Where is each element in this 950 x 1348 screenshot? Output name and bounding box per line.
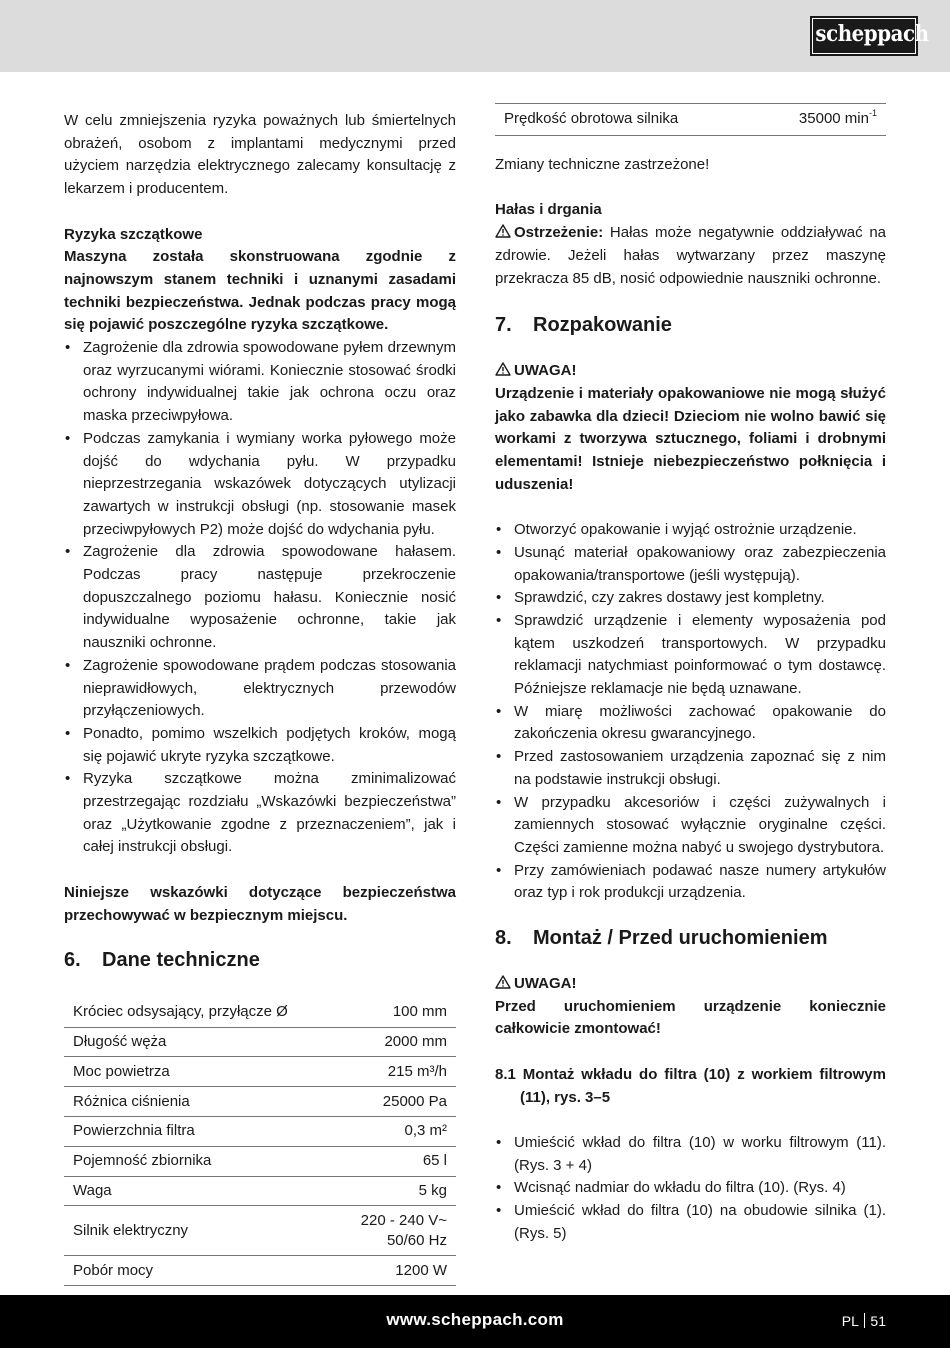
spec-label: Różnica ciśnienia: [64, 1087, 335, 1117]
table-row: [64, 1027, 456, 1057]
page-footer: [0, 1295, 950, 1348]
warning-triangle-icon: [495, 975, 511, 989]
table-row: [64, 1057, 456, 1087]
list-item: • Zagrożenie dla zdrowia spowodowane pyłem drzewnym oraz wyrzucanymi wiórami. Koniecznie stosować środki ochrony indywidualnej takie jak ochrona oczu oraz maska przeciwpyłowa.: [64, 337, 456, 428]
uwaga-label: UWAGA!: [495, 360, 886, 383]
left-column: [64, 110, 456, 1286]
list-item: • Zagrożenie spowodowane prądem podczas stosowania nieprawidłowych, elektrycznych przewodów przyłączeniowych.: [64, 655, 456, 723]
page-header: [0, 0, 950, 72]
spec-value: 2000 mm: [335, 1027, 456, 1057]
section-6-heading: 6. Dane techniczne: [64, 949, 260, 972]
spec-label: Powierzchnia filtra: [64, 1116, 335, 1146]
list-item: • Przed zastosowaniem urządzenia zapoznać się z nim na podstawie instrukcji obsługi.: [495, 746, 886, 791]
list-item: • Umieścić wkład do filtra (10) na obudowie silnika (1). (Rys. 5): [495, 1200, 886, 1245]
right-column: [495, 103, 886, 1245]
list-item: • W przypadku akcesoriów i części zużywalnych i zamiennych stosować wyłącznie oryginalne części. Części zamienne można nabyć u swojego dystrybutora.: [495, 792, 886, 860]
spec-value: 215 m³/h: [335, 1057, 456, 1087]
list-item: • Zagrożenie dla zdrowia spowodowane hałasem. Podczas pracy następuje przekroczenie dopuszczalnego poziomu hałasu. Koniecznie nosić indywidualne wyposażenie ochronne, takie jak nauszniki ochronne.: [64, 541, 456, 655]
spec-label: Silnik elektryczny: [64, 1206, 335, 1256]
page-indicator: [842, 1310, 886, 1333]
spec-value: 35000 $\min^{-1}$: [756, 104, 886, 136]
noise-warning: Ostrzeżenie: Hałas może negatywnie oddziaływać na zdrowie. Jeżeli hałas wytwarzany przez maszynę przekracza 85 dB, nosić odpowiednie nauszniki ochronne.: [495, 224, 886, 287]
spec-value: 100 mm: [335, 997, 456, 1027]
spec-value: 0,3 m²: [335, 1116, 456, 1146]
table-row: [64, 1116, 456, 1146]
section-7-heading: 7. Rozpakowanie: [495, 314, 672, 337]
residual-risks-lead: Maszyna została skonstruowana zgodnie z najnowszym stanem techniki i uznanymi zasadami techniki bezpieczeństwa. Jednak podczas pracy mogą się pojawić poszczególne ryzyka szczątkowe.: [64, 248, 456, 334]
technical-data-table: [64, 997, 456, 1286]
spec-value: 25000 Pa: [335, 1087, 456, 1117]
list-item: • Usunąć materiał opakowaniowy oraz zabezpieczenia opakowania/transportowe (jeśli występują).: [495, 542, 886, 587]
table-row: [64, 1087, 456, 1117]
table-row: [64, 1206, 456, 1256]
list-item: • Ponadto, pomimo wszelkich podjętych kroków, mogą się pojawić ukryte ryzyka szczątkowe.: [64, 723, 456, 768]
list-item: • W miarę możliwości zachować opakowanie do zakończenia okresu gwarancyjnego.: [495, 701, 886, 746]
spec-label: Długość węża: [64, 1027, 335, 1057]
logo-text: scheppach: [815, 21, 929, 47]
packaging-warning: Urządzenie i materiały opakowaniowe nie mogą służyć jako zabawka dla dzieci! Dzieciom nie wolno bawić się workami z tworzywa sztucznego, foliami i drobnymi elementami! Istnieje niebezpieczeństwo połknięcia i uduszenia!: [495, 384, 886, 493]
spec-label: Prędkość obrotowa silnika: [495, 104, 756, 136]
uwaga-label: UWAGA!: [495, 973, 886, 996]
spec-label: Króciec odsysający, przyłącze Ø: [64, 997, 335, 1027]
table-row: [64, 1256, 456, 1286]
list-item: • Sprawdzić, czy zakres dostawy jest kompletny.: [495, 587, 886, 610]
table-row: [64, 1146, 456, 1176]
spec-label: Pojemność zbiornika: [64, 1146, 335, 1176]
page-number: 51: [870, 1313, 886, 1329]
technical-changes-note: Zmiany techniczne zastrzeżone!: [495, 156, 710, 173]
spec-label: Moc powietrza: [64, 1057, 335, 1087]
section-8-heading: 8. Montaż / Przed uruchomieniem: [495, 927, 828, 950]
spec-label: Waga: [64, 1176, 335, 1206]
warning-triangle-icon: [495, 362, 511, 376]
motor-speed-table: [495, 103, 886, 136]
spec-value: 220 - 240 V~ 50/60 Hz: [335, 1206, 456, 1256]
spec-label: Pobór mocy: [64, 1256, 335, 1286]
table-row: [64, 997, 456, 1027]
table-row: [495, 104, 886, 136]
residual-risks-list: [64, 337, 456, 859]
list-item: • Ryzyka szczątkowe można zminimalizować przestrzegając rozdziału „Wskazówki bezpieczeństwa” oraz „Użytkowanie zgodne z przeznaczeniem”, jak i całej instrukcji obsługi.: [64, 768, 456, 859]
filter-mounting-list: [495, 1132, 886, 1246]
residual-risks-title: Ryzyka szczątkowe: [64, 225, 203, 243]
website-link[interactable]: www.scheppach.com: [386, 1310, 564, 1329]
noise-title: Hałas i drgania: [495, 201, 602, 219]
intro-paragraph: W celu zmniejszenia ryzyka poważnych lub śmiertelnych obrażeń, osobom z implantami medycznymi przed użyciem narzędzia elektrycznego zalecamy konsultację z lekarzem i producentem.: [64, 112, 456, 198]
spec-value: 1200 W: [335, 1256, 456, 1286]
scheppach-logo: [810, 16, 929, 56]
assembly-warning: Przed uruchomieniem urządzenie koniecznie całkowicie zmontować!: [495, 997, 886, 1038]
keep-instructions-note: Niniejsze wskazówki dotyczące bezpieczeństwa przechowywać w bezpiecznym miejscu.: [64, 883, 456, 924]
language-code: PL: [841, 1313, 859, 1329]
list-item: • Sprawdzić urządzenie i elementy wyposażenia pod kątem uszkodzeń transportowych. W przypadku reklamacji natychmiast poinformować o tym dostawcę. Późniejsze reklamacje nie będą uznawane.: [495, 610, 886, 701]
spec-value: 65 l: [335, 1146, 456, 1176]
warning-triangle-icon: [495, 224, 511, 238]
list-item: • Umieścić wkład do filtra (10) w worku filtrowym (11). (Rys. 3 + 4): [495, 1132, 886, 1177]
subsection-8-1-heading: 8.1 Montaż wkładu do filtra (10) z workiem filtrowym (11), rys. 3–5: [495, 1065, 886, 1106]
unpacking-list: [495, 519, 886, 905]
table-row: [64, 1176, 456, 1206]
list-item: • Podczas zamykania i wymiany worka pyłowego może dojść do wdychania pyłu. W przypadku nieprzestrzegania wskazówek dotyczących utylizacji zawartych w instrukcji obsługi (np. stosowanie masek przeciwpyłowych P2) może dojść do wdychania pyłu.: [64, 428, 456, 542]
list-item: • Wcisnąć nadmiar do wkładu do filtra (10). (Rys. 4): [495, 1177, 886, 1200]
list-item: • Otworzyć opakowanie i wyjąć ostrożnie urządzenie.: [495, 519, 886, 542]
list-item: • Przy zamówieniach podawać nasze numery artykułów oraz typ i rok produkcji urządzenia.: [495, 860, 886, 905]
spec-value: 5 kg: [335, 1176, 456, 1206]
